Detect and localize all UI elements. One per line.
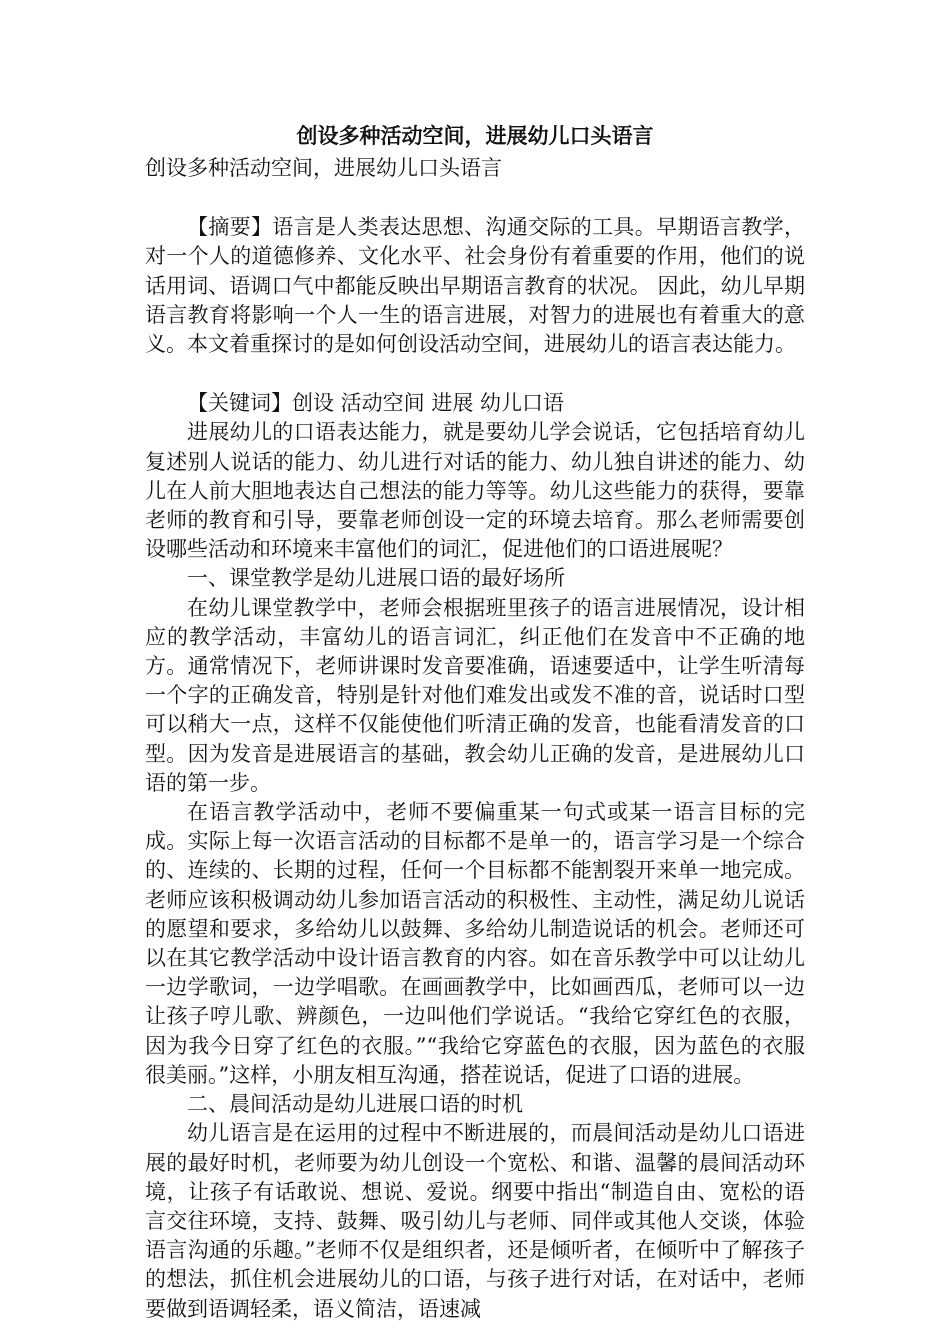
body-paragraph: 幼儿语言是在运用的过程中不断进展的，而晨间活动是幼儿口语进展的最好时机，老师要为幼儿创设一个宽松、和谐、温馨的晨间活动环境，让孩子有话敢说、想说、爱说。纲要中指出“制造自由、宽松的语言交往环境，支持、鼓舞、吸引幼儿与老师、同伴或其他人交谈，体验语言沟通的乐趣。”老师不仅是组织者，还是倾听者，在倾听中了解孩子的想法，抓住机会进展幼儿的口语，与孩子进行对话，在对话中，老师要做到语调轻柔，语义简洁，语速减 xyxy=(145,1121,805,1321)
document-page xyxy=(145,118,805,1324)
body-paragraph: 进展幼儿的口语表达能力，就是要幼儿学会说话，它包括培育幼儿复述别人说话的能力、幼儿进行对话的能力、幼儿独自讲述的能力、幼儿在人前大胆地表达自己想法的能力等等。幼儿这些能力的获得，要靠老师的教育和引导，要靠老师创设一定的环境去培育。那么老师需要创设哪些活动和环境来丰富他们的词汇，促进他们的口语进展呢？ xyxy=(145,420,805,562)
document-subtitle: 创设多种活动空间，进展幼儿口头语言 xyxy=(145,156,502,180)
section-heading: 一、课堂教学是幼儿进展口语的最好场所 xyxy=(187,566,565,591)
document-title: 创设多种活动空间，进展幼儿口头语言 xyxy=(296,123,654,148)
keywords-line: 【关键词】创设 活动空间 进展 幼儿口语 xyxy=(187,391,565,416)
section-heading: 二、晨间活动是幼儿进展口语的时机 xyxy=(187,1092,523,1117)
body-paragraph: 在幼儿课堂教学中，老师会根据班里孩子的语言进展情况，设计相应的教学活动，丰富幼儿的语言词汇，纠正他们在发音中不正确的地方。通常情况下，老师讲课时发音要准确，语速要适中，让学生听清每一个字的正确发音，特别是针对他们难发出或发不准的音，说话时口型可以稍大一点，这样不仅能使他们听清正确的发音，也能看清发音的口型。因为发音是进展语言的基础，教会幼儿正确的发音，是进展幼儿口语的第一步。 xyxy=(145,595,805,795)
body-paragraph: 在语言教学活动中，老师不要偏重某一句式或某一语言目标的完成。实际上每一次语言活动的目标都不是单一的，语言学习是一个综合的、连续的、长期的过程，任何一个目标都不能割裂开来单一地完成。老师应该积极调动幼儿参加语言活动的积极性、主动性，满足幼儿说话的愿望和要求，多给幼儿以鼓舞、多给幼儿制造说话的机会。老师还可以在其它教学活动中设计语言教育的内容。如在音乐教学中可以让幼儿一边学歌词，一边学唱歌。在画画教学中，比如画西瓜，老师可以一边让孩子哼儿歌、辨颜色，一边叫他们学说话。“我给它穿红色的衣服，因为我今日穿了红色的衣服。”“我给它穿蓝色的衣服，因为蓝色的衣服很美丽。”这样，小朋友相互沟通，搭茬说话，促进了口语的进展。 xyxy=(145,800,805,1087)
abstract-paragraph: 【摘要】语言是人类表达思想、沟通交际的工具。早期语言教学，对一个人的道德修养、文化水平、社会身份有着重要的作用，他们的说话用词、语调口气中都能反映出早期语言教育的状况。 因此，幼儿早期语言教育将影响一个人一生的语言进展，对智力的进展也有着重大的意义。本文着重探讨的是如何创设活动空间，进展幼儿的语言表达能力。 xyxy=(145,215,805,357)
